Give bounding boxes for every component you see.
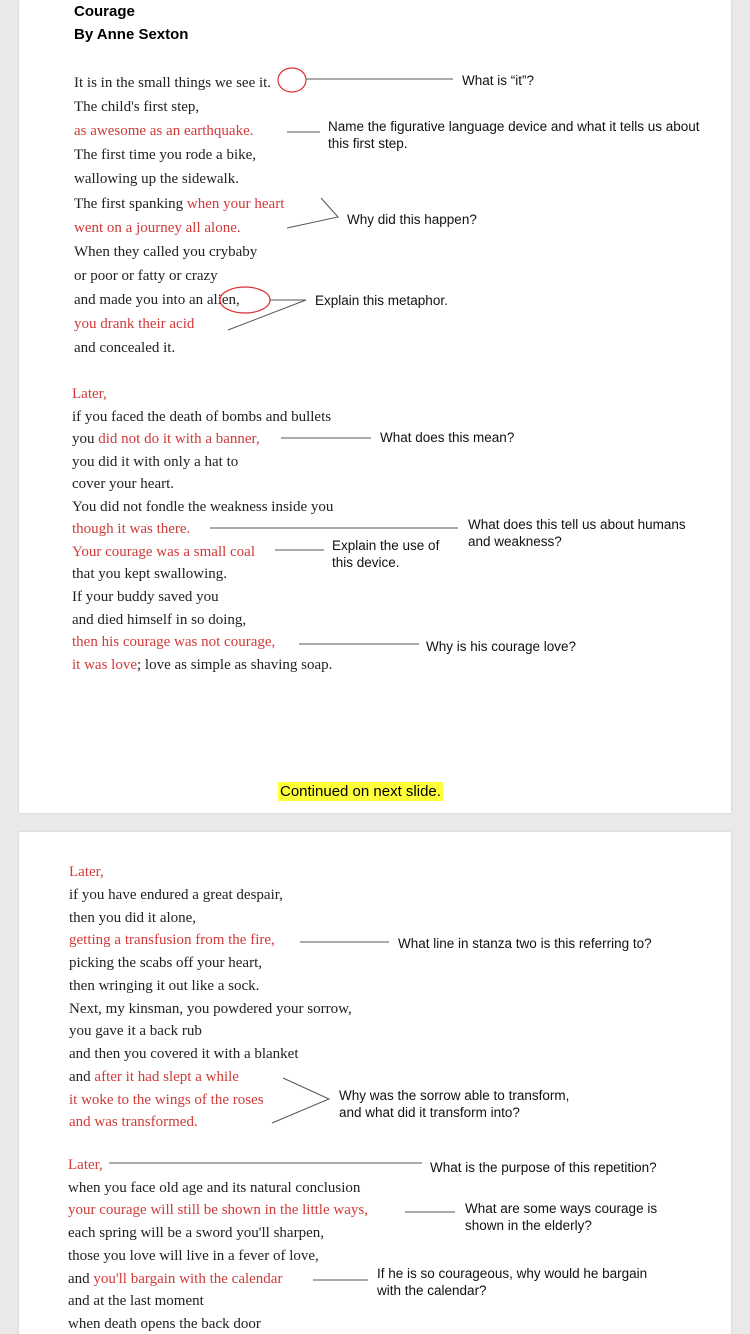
line-text: and xyxy=(68,1270,94,1287)
question-3: Why did this happen? xyxy=(347,212,477,227)
line-text: If your buddy saved you xyxy=(72,588,219,605)
line-text: It is in the small things we see it. xyxy=(74,75,272,91)
line-text: when you face old age and its natural conclusion xyxy=(68,1179,361,1196)
highlighted-phrase: getting a transfusion from the fire, xyxy=(69,932,275,949)
question-5: What does this mean? xyxy=(380,430,515,445)
poem-line xyxy=(72,633,275,651)
question-4: Explain this metaphor. xyxy=(315,293,448,308)
poem-line xyxy=(72,385,107,403)
line-text: and made you into an alien, xyxy=(74,291,240,308)
poem-line xyxy=(68,1179,360,1197)
poem-line xyxy=(72,453,238,471)
poem-line xyxy=(72,430,260,448)
line-text: or poor or fatty or crazy xyxy=(74,267,218,284)
line-text: and at the last moment xyxy=(68,1293,204,1310)
highlighted-phrase: as awesome as an earthquake. xyxy=(74,123,254,140)
poem-line xyxy=(69,931,275,949)
line-text: The first spanking xyxy=(74,195,187,212)
highlighted-phrase: it woke to the wings of the roses xyxy=(69,1091,264,1108)
poem-line xyxy=(72,520,190,538)
poem-line xyxy=(74,122,254,140)
highlighted-phrase: and was transformed. xyxy=(69,1114,198,1131)
line-text: The first time you rode a bike, xyxy=(74,147,257,164)
poem-line xyxy=(69,1068,239,1086)
question-8: Why is his courage love? xyxy=(426,639,577,654)
highlighted-phrase: Later, xyxy=(69,864,104,880)
line-text: and then you covered it with a blanket xyxy=(69,1046,299,1062)
poem-line xyxy=(72,565,227,583)
poem-line xyxy=(69,863,104,881)
poem-line xyxy=(74,146,256,164)
continued-note: Continued on next slide. xyxy=(280,783,441,800)
poem-line xyxy=(68,1315,261,1333)
poem-line xyxy=(74,243,257,261)
poem-line xyxy=(72,656,332,674)
highlighted-phrase: did not do it with a banner, xyxy=(98,431,260,448)
line-text: When they called you crybaby xyxy=(74,243,258,260)
poem-line xyxy=(72,543,255,561)
line-text: and concealed it. xyxy=(74,340,176,357)
poem-line xyxy=(69,1113,198,1131)
question-12: What are some ways courage is shown in the elderly? xyxy=(465,1201,658,1233)
poem-line xyxy=(74,219,241,237)
line-text: then wringing it out like a sock. xyxy=(69,977,260,994)
poem-line xyxy=(68,1247,319,1265)
poem-line xyxy=(72,408,331,426)
poem-line xyxy=(74,339,175,357)
line-text: if you have endured a great despair, xyxy=(69,886,283,903)
poem-line xyxy=(69,1091,264,1109)
poem-line xyxy=(74,291,240,309)
poem-line xyxy=(72,475,174,493)
highlighted-phrase: went on a journey all alone. xyxy=(74,219,241,236)
line-text: and died himself in so doing, xyxy=(72,611,247,628)
line-text: that you kept swallowing. xyxy=(72,566,227,583)
poem-line xyxy=(72,498,333,516)
poem-line xyxy=(69,886,283,904)
highlighted-phrase: you'll bargain with the calendar xyxy=(93,1270,283,1287)
poem-line xyxy=(68,1201,368,1219)
line-text: and xyxy=(69,1068,95,1085)
line-text: you gave it a back rub xyxy=(69,1023,202,1040)
highlighted-phrase: then his courage was not courage, xyxy=(72,634,276,651)
question-1: What is “it”? xyxy=(462,73,535,88)
question-10: Why was the sorrow able to transform, and what did it transform into? xyxy=(339,1088,570,1120)
highlighted-phrase: Later, xyxy=(72,386,107,402)
question-11: What is the purpose of this repetition? xyxy=(430,1160,657,1175)
line-text: you did it with only a hat to xyxy=(72,453,239,470)
highlighted-phrase: Later, xyxy=(68,1157,103,1173)
poem-line xyxy=(68,1224,324,1242)
poem-line xyxy=(72,611,246,629)
line-text: cover your heart. xyxy=(72,476,175,493)
line-text: those you love will live in a fever of love, xyxy=(68,1247,319,1264)
highlighted-phrase: Your courage was a small coal xyxy=(72,543,256,560)
highlighted-phrase: you drank their acid xyxy=(74,316,195,332)
highlighted-phrase: though it was there. xyxy=(72,521,191,538)
poem-line xyxy=(74,98,199,116)
poem-line xyxy=(68,1156,103,1174)
poem-line xyxy=(69,977,259,995)
poem-title: Courage xyxy=(74,3,135,20)
line-text: You did not fondle the weakness inside you xyxy=(72,498,334,515)
poem-line xyxy=(69,1022,202,1040)
poem-line xyxy=(74,267,218,285)
line-text: The child's first step, xyxy=(74,99,200,116)
poem-line xyxy=(69,954,262,972)
question-9: What line in stanza two is this referring to? xyxy=(398,936,652,951)
question-13: If he is so courageous, why would he bargain with the calendar? xyxy=(377,1266,648,1298)
question-7: Explain the use of this device. xyxy=(332,538,440,570)
line-text: each spring will be a sword you'll sharpen, xyxy=(68,1225,324,1242)
poem-line xyxy=(72,588,219,606)
line-text: wallowing up the sidewalk. xyxy=(74,171,239,188)
poem-line xyxy=(74,195,284,213)
poem-author: By Anne Sexton xyxy=(74,26,189,43)
poem-line xyxy=(74,74,271,92)
question-2: Name the figurative language device and what it tells us about this first step. xyxy=(328,119,700,151)
poem-line xyxy=(74,315,194,333)
poem-line xyxy=(68,1270,282,1288)
line-text: then you did it alone, xyxy=(69,909,197,926)
poem-line xyxy=(69,909,196,927)
highlighted-phrase: when your heart xyxy=(186,195,285,212)
line-text: Next, my kinsman, you powdered your sorrow, xyxy=(69,1000,352,1017)
line-text: picking the scabs off your heart, xyxy=(69,955,263,971)
line-text: ; love as simple as shaving soap. xyxy=(137,656,333,673)
poem-line xyxy=(69,1045,299,1063)
poem-line xyxy=(74,170,239,188)
highlighted-phrase: after it had slept a while xyxy=(94,1068,239,1085)
poem-line xyxy=(69,1000,352,1018)
line-text: if you faced the death of bombs and bullets xyxy=(72,408,332,425)
poem-line xyxy=(68,1292,204,1310)
line-text: you xyxy=(72,431,99,448)
line-text: when death opens the back door xyxy=(68,1315,261,1332)
question-6: What does this tell us about humans and weakness? xyxy=(468,517,686,549)
highlighted-phrase: it was love xyxy=(72,656,137,673)
highlighted-phrase: your courage will still be shown in the little ways, xyxy=(68,1202,368,1219)
